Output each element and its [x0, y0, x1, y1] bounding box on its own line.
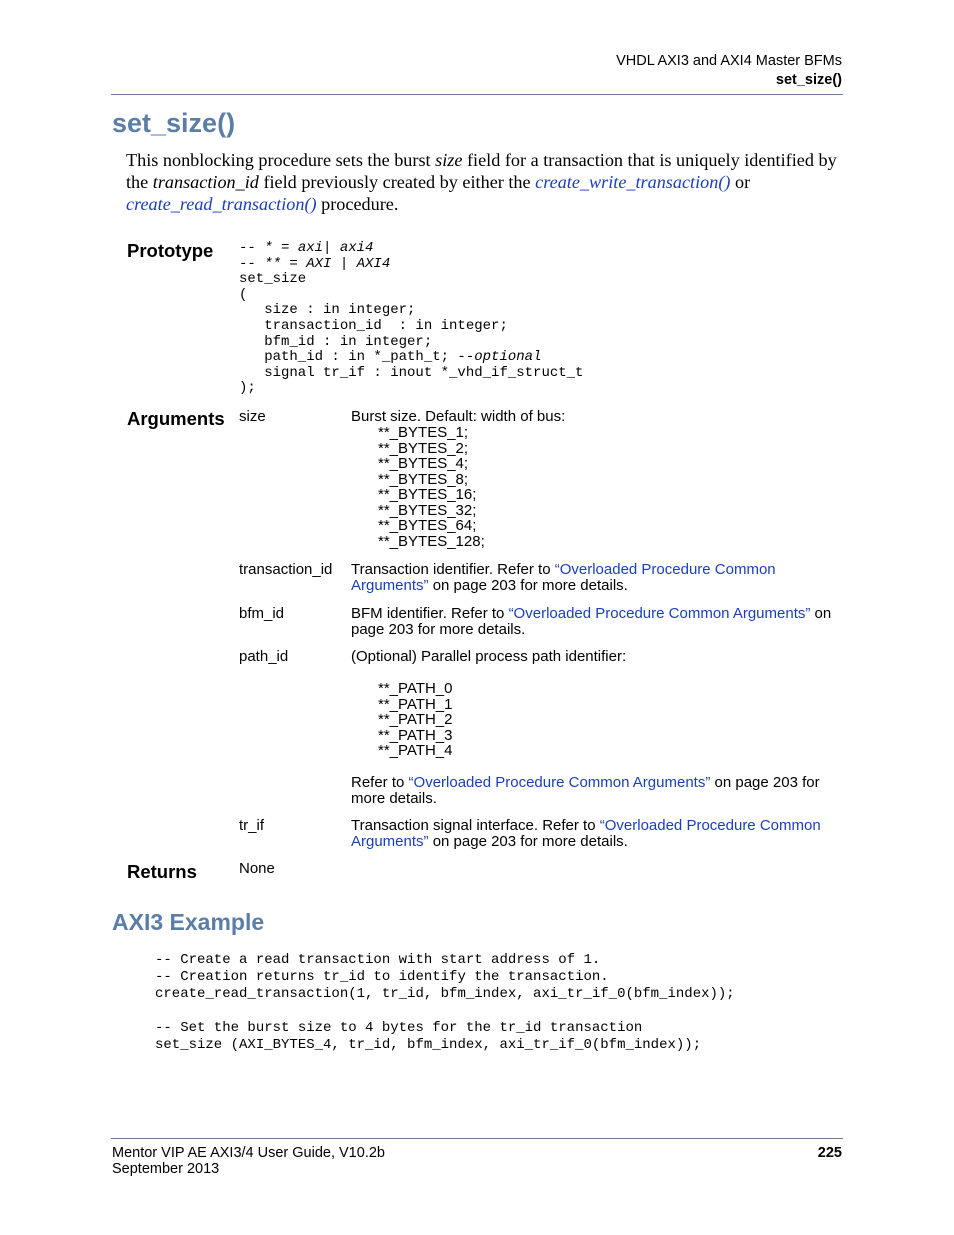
arg-transaction-id-text-2: on page 203 for more details.	[428, 577, 628, 594]
running-header	[616, 52, 842, 90]
arg-desc-tr-if	[351, 818, 843, 850]
proto-line-optional: optional	[474, 349, 542, 366]
arg-transaction-id-text: Transaction identifier. Refer to	[351, 561, 555, 578]
arg-name-transaction-id: transaction_id	[239, 561, 333, 578]
arg-desc-path-id	[351, 649, 843, 807]
intro-italic-size: size	[435, 150, 463, 170]
create-write-transaction-link[interactable]: create_write_transaction()	[535, 172, 731, 192]
arg-path-id-text: (Optional) Parallel process path identifier:	[351, 648, 627, 665]
returns-label: Returns	[127, 861, 197, 882]
example-code: -- Create a read transaction with start address of 1. -- Creation returns tr_id to identify the transaction. create_read_transaction(1, tr_id, bfm_index, axi_tr_if_0(bfm_index)); -- Set the burst size to 4 bytes for the tr_id transaction set_size (AXI_BYTES_4, tr_id, bfm_index, axi_tr_if_0(bfm_index));	[155, 952, 735, 1053]
list-item: **_BYTES_32;	[378, 501, 477, 519]
proto-line-size: size : in integer;	[239, 302, 416, 319]
arg-name-path-id: path_id	[239, 648, 289, 665]
list-item: **_BYTES_64;	[378, 517, 477, 534]
proto-comment-1-prefix: --	[239, 240, 265, 256]
proto-line-path-id: path_id : in *_path_t; --	[239, 349, 475, 366]
intro-text-5: procedure.	[316, 194, 399, 214]
list-item: **_BYTES_1;	[378, 424, 469, 441]
list-item: **_PATH_4	[378, 742, 453, 759]
list-item: **_PATH_0	[378, 680, 453, 697]
intro-text-2: field for a transaction that is uniquely identified by the	[126, 150, 837, 192]
footer-left	[112, 1145, 385, 1177]
proto-line-open: (	[239, 286, 248, 303]
list-item: **_PATH_2	[378, 711, 453, 728]
overloaded-args-link[interactable]: “Overloaded Procedure Common Arguments”	[508, 605, 811, 622]
arg-desc-size	[351, 409, 843, 549]
intro-paragraph	[126, 149, 846, 215]
section-title: set_size()	[112, 108, 236, 138]
list-item: **_BYTES_2;	[378, 439, 469, 457]
list-item: **_PATH_1	[378, 695, 453, 713]
arguments-label: Arguments	[127, 408, 225, 429]
prototype-label: Prototype	[127, 240, 214, 261]
footer-rule	[111, 1138, 843, 1139]
returns-value: None	[239, 860, 275, 877]
arg-path-id-refer	[351, 775, 843, 807]
overloaded-args-link[interactable]: “Overloaded Procedure Common Arguments”	[351, 817, 821, 850]
create-read-transaction-link[interactable]: create_read_transaction()	[126, 194, 317, 214]
proto-comment-2-prefix: --	[239, 255, 265, 272]
arg-bfm-id-text: BFM identifier. Refer to	[351, 605, 509, 622]
list-item: **_PATH_3	[378, 726, 453, 744]
page-number: 225	[817, 1145, 842, 1161]
proto-line-transaction-id: transaction_id : in integer;	[239, 317, 508, 334]
arg-name-bfm-id: bfm_id	[239, 605, 285, 622]
header-subtitle: set_size()	[775, 72, 842, 88]
overloaded-args-link[interactable]: “Overloaded Procedure Common Arguments”	[351, 561, 776, 594]
intro-text-4: or	[730, 172, 751, 192]
proto-line-name: set_size	[239, 271, 307, 288]
list-item: **_BYTES_16;	[378, 486, 477, 503]
proto-comment-2: ** = AXI | AXI4	[264, 255, 391, 272]
intro-italic-transaction-id: transaction_id	[152, 172, 259, 192]
arg-path-id-refer-text-2: on page 203 for more details.	[351, 773, 820, 807]
prototype-code	[239, 241, 583, 397]
example-title: AXI3 Example	[112, 909, 265, 935]
header-rule	[111, 94, 843, 95]
proto-comment-1: * = axi| axi4	[264, 240, 374, 256]
arg-name-tr-if: tr_if	[239, 817, 265, 834]
arg-desc-bfm-id	[351, 606, 843, 638]
arg-tr-if-text-2: on page 203 for more details.	[428, 833, 628, 850]
proto-line-tr-if: signal tr_if : inout *_vhd_if_struct_t	[239, 364, 584, 381]
proto-line-bfm-id: bfm_id : in integer;	[239, 333, 433, 350]
list-item: **_BYTES_4;	[378, 455, 469, 472]
proto-line-close: );	[239, 380, 256, 397]
arg-bfm-id-text-2: on page 203 for more details.	[351, 605, 832, 638]
header-title: VHDL AXI3 and AXI4 Master BFMs	[616, 53, 842, 69]
path-values-list	[378, 681, 843, 759]
footer-guide: Mentor VIP AE AXI3/4 User Guide, V10.2b	[112, 1145, 385, 1161]
footer-date: September 2013	[112, 1161, 220, 1177]
list-item: **_BYTES_8;	[378, 470, 469, 488]
intro-text-1: This nonblocking procedure sets the burst	[126, 150, 436, 170]
arg-path-id-refer-text: Refer to	[351, 773, 409, 791]
size-values-list	[378, 425, 843, 549]
intro-text-3: field previously created by either the	[258, 172, 536, 192]
list-item: **_BYTES_128;	[378, 532, 485, 550]
arg-size-text: Burst size. Default: width of bus:	[351, 408, 566, 425]
overloaded-args-link[interactable]: “Overloaded Procedure Common Arguments”	[408, 773, 711, 791]
arg-desc-transaction-id	[351, 562, 843, 594]
arg-tr-if-text: Transaction signal interface. Refer to	[351, 817, 600, 834]
arg-name-size: size	[239, 408, 266, 425]
